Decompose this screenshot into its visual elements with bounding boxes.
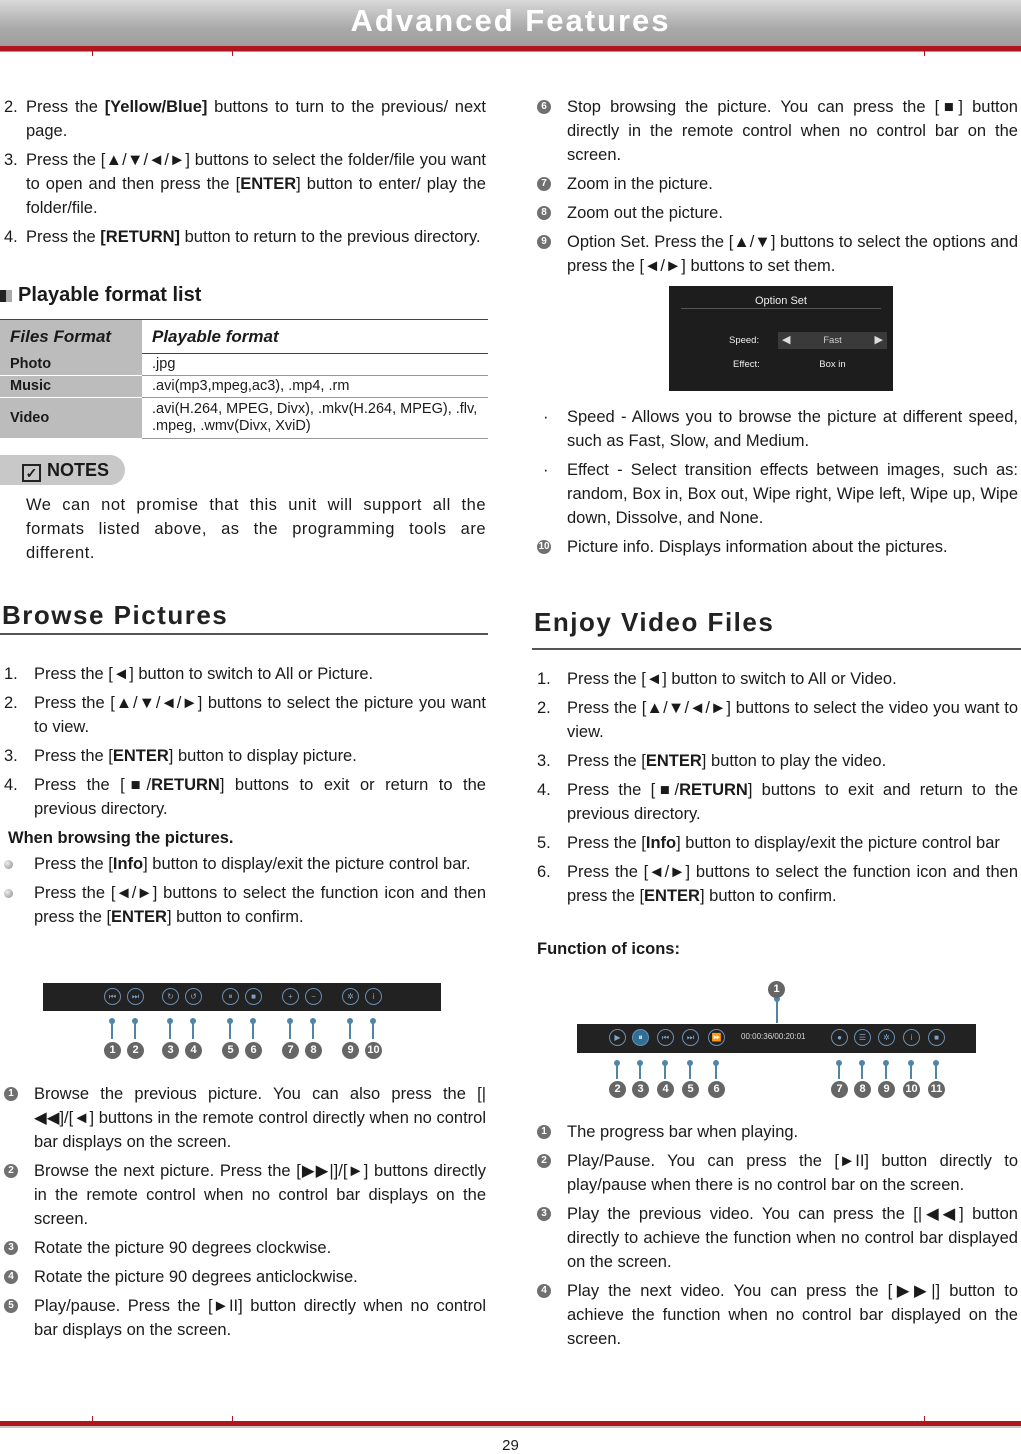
stop-icon[interactable]: ■ xyxy=(928,1029,945,1046)
list-item xyxy=(537,95,1018,167)
left-arrow-icon[interactable]: ◀ xyxy=(782,334,791,346)
bold-text: RETURN xyxy=(151,776,220,794)
divider xyxy=(681,308,881,309)
pause-icon[interactable]: ⏸ xyxy=(632,1029,649,1046)
list-item xyxy=(537,1120,1018,1144)
header-tick xyxy=(232,46,233,56)
table-row xyxy=(0,398,488,439)
callout-number: 7 xyxy=(282,1042,299,1059)
option-icon[interactable]: ✲ xyxy=(342,988,359,1005)
callout-number: 1 xyxy=(768,981,785,998)
item-text: Play the previous video. You can press the [|◀◀] button directly to achieve the function when no control bar displayed on the screen. xyxy=(567,1205,1018,1271)
callout-number: 3 xyxy=(162,1042,179,1059)
number-badge: 2 xyxy=(4,1164,18,1178)
callout-line xyxy=(616,1063,618,1079)
table-cell: .avi(H.264, MPEG, Divx), .mkv(H.264, MPEG), .flv, .mpeg, .wmv(Divx, XviD) xyxy=(142,398,488,439)
bold-text: ENTER xyxy=(112,747,169,765)
function-of-icons-label: Function of icons: xyxy=(537,940,680,958)
callout-line xyxy=(289,1021,291,1039)
next-icon[interactable]: ⏭ xyxy=(127,988,144,1005)
play-icon[interactable]: ▶ xyxy=(609,1029,626,1046)
table-cell: .jpg xyxy=(142,354,488,376)
list-item xyxy=(537,458,1018,530)
callout-line xyxy=(639,1063,641,1079)
text-run: ] button to display picture. xyxy=(168,747,357,765)
notes-text: We can not promise that this unit will support all the formats listed above, as the programming tools are different. xyxy=(26,496,486,562)
browse-bullets xyxy=(4,852,486,934)
callout-number: 2 xyxy=(127,1042,144,1059)
number-badge: 2 xyxy=(537,1154,551,1168)
callout-line xyxy=(776,999,778,1023)
checkbox-icon: ✓ xyxy=(22,464,41,482)
bullet-icon xyxy=(4,860,13,869)
number-badge: 4 xyxy=(537,1284,551,1298)
step-number: 3. xyxy=(4,151,18,169)
format-list-title: Playable format list xyxy=(0,284,201,307)
callout-line xyxy=(861,1063,863,1079)
callout-line xyxy=(252,1021,254,1039)
step-number: 2. xyxy=(4,694,18,712)
callout-number: 2 xyxy=(609,1081,626,1098)
info-icon[interactable]: i xyxy=(365,988,382,1005)
callout-number: 11 xyxy=(928,1081,945,1098)
bold-text: ENTER xyxy=(645,752,702,770)
step-number: 2. xyxy=(4,98,18,116)
list-item xyxy=(4,1159,486,1231)
list-item xyxy=(4,148,486,220)
speed-label: Speed: xyxy=(729,335,760,346)
playlist-icon[interactable]: ☰ xyxy=(854,1029,871,1046)
step-number: 1. xyxy=(537,670,551,688)
callout-line xyxy=(349,1021,351,1039)
bold-text: ENTER xyxy=(240,175,297,193)
footer-tick xyxy=(232,1416,233,1426)
record-icon[interactable]: ● xyxy=(831,1029,848,1046)
step-number: 4. xyxy=(4,228,18,246)
bold-text: ENTER xyxy=(111,908,167,926)
table-row xyxy=(0,354,488,376)
text-run: Press the [■/ xyxy=(567,781,680,799)
item-text: Browse the previous picture. You can also press the [|◀◀]/[◄] buttons in the remote control directly when no control bar displays on the screen. xyxy=(34,1085,486,1151)
bold-text: [RETURN] xyxy=(100,228,181,246)
list-item xyxy=(537,831,1018,855)
text-run: ] buttons to exit and return to the previous directory. xyxy=(567,781,1018,823)
item-text: Rotate the picture 90 degrees clockwise. xyxy=(34,1239,332,1257)
list-item xyxy=(537,1279,1018,1351)
bold-text: [Yellow/Blue] xyxy=(104,98,208,116)
callout-number: 3 xyxy=(632,1081,649,1098)
rotate-ccw-icon[interactable]: ↺ xyxy=(185,988,202,1005)
callout-line xyxy=(134,1021,136,1039)
item-text: Zoom in the picture. xyxy=(567,175,713,193)
step-number: 5. xyxy=(537,834,551,852)
text-run: Press the [■/ xyxy=(34,776,152,794)
bold-text: Info xyxy=(112,855,144,873)
step-number: 4. xyxy=(537,781,551,799)
item-text: Play the next video. You can press the [▶▶|] button to achieve the function when no control bar displayed on the screen. xyxy=(567,1282,1018,1348)
next-icon[interactable]: ⏭ xyxy=(682,1029,699,1046)
bold-text: ENTER xyxy=(644,887,700,905)
text-run: button to return to the previous directory. xyxy=(180,228,481,246)
callout-number: 8 xyxy=(854,1081,871,1098)
number-badge: 1 xyxy=(4,1087,18,1101)
step-number: 3. xyxy=(4,747,18,765)
callout-line xyxy=(910,1063,912,1079)
photo-icon-descriptions xyxy=(4,1082,486,1347)
text-run: Press the [◄] button to switch to All or Picture. xyxy=(34,665,374,683)
callout-line xyxy=(935,1063,937,1079)
option-set-dialog xyxy=(669,286,893,391)
notes-badge: ✓ NOTES xyxy=(0,455,125,485)
table-cell: Music xyxy=(0,376,142,398)
callout-number: 1 xyxy=(104,1042,121,1059)
item-text: Stop browsing the picture. You can press the [■] button directly in the remote control when no control bar on the screen. xyxy=(567,98,1018,164)
number-badge: 10 xyxy=(538,541,550,552)
list-item xyxy=(537,201,1018,225)
step-number: 3. xyxy=(537,752,551,770)
callout-line xyxy=(372,1021,374,1039)
zoom-out-icon[interactable]: − xyxy=(305,988,322,1005)
callout-number: 4 xyxy=(185,1042,202,1059)
section-divider xyxy=(532,648,1021,650)
effect-label: Effect: xyxy=(733,359,760,370)
text-run: Press the [▲/▼/◄/►] buttons to select the folder/file you want to open and then press the [ xyxy=(26,151,486,193)
play-pause-icon[interactable]: ⏸ xyxy=(222,988,239,1005)
speed-selector[interactable] xyxy=(778,332,887,349)
callout-line xyxy=(312,1021,314,1039)
callout-number: 10 xyxy=(903,1081,920,1098)
list-item xyxy=(4,691,486,739)
left-steps-top xyxy=(4,95,486,254)
text-run: ] button to play the video. xyxy=(701,752,887,770)
item-text: Browse the next picture. Press the [▶▶|]/[►] buttons directly in the remote control when no control bar displays on the screen. xyxy=(34,1162,486,1228)
speed-value: Fast xyxy=(823,335,842,346)
callout-number: 5 xyxy=(682,1081,699,1098)
page-title: Advanced Features xyxy=(350,3,671,38)
photo-control-bar xyxy=(43,983,441,1011)
list-item xyxy=(4,1294,486,1342)
item-text: Rotate the picture 90 degrees anticlockwise. xyxy=(34,1268,358,1286)
stop-icon[interactable]: ■ xyxy=(245,988,262,1005)
item-text: Speed - Allows you to browse the picture at different speed, such as Fast, Slow, and Medium. xyxy=(567,408,1018,450)
text-run: ] button to confirm. xyxy=(699,887,837,905)
right-arrow-icon[interactable]: ▶ xyxy=(874,334,883,346)
browse-pictures-title: Browse Pictures xyxy=(2,600,229,630)
when-browsing-label: When browsing the pictures. xyxy=(8,829,234,847)
text-run: Press the [◄/►] buttons to select the function icon and then press the [ xyxy=(567,863,1018,905)
text-run: Press the [ xyxy=(567,834,646,852)
video-icon-descriptions xyxy=(537,1120,1018,1356)
prev-icon[interactable]: ⏮ xyxy=(104,988,121,1005)
header-tick xyxy=(924,46,925,56)
option-bullets xyxy=(537,405,1018,564)
step-number: 1. xyxy=(4,665,18,683)
text-run: ] buttons to exit or return to the previous directory. xyxy=(34,776,486,818)
step-number: 6. xyxy=(537,863,551,881)
video-steps xyxy=(537,667,1018,913)
text-run: ] button to confirm. xyxy=(166,908,304,926)
format-table xyxy=(0,319,488,439)
text-run: Press the xyxy=(26,98,105,116)
text-run: Press the [▲/▼/◄/►] buttons to select the video you want to view. xyxy=(567,699,1018,741)
page-number: 29 xyxy=(502,1437,519,1454)
text-run: Press the [▲/▼/◄/►] buttons to select the picture you want to view. xyxy=(34,694,486,736)
bullet-icon: · xyxy=(543,408,549,426)
fast-forward-icon[interactable]: ⏩ xyxy=(708,1029,725,1046)
list-item xyxy=(537,696,1018,744)
callout-number: 4 xyxy=(657,1081,674,1098)
callout-line xyxy=(229,1021,231,1039)
text-run: Press the [ xyxy=(34,747,113,765)
list-item xyxy=(4,744,486,768)
callout-number: 7 xyxy=(831,1081,848,1098)
list-item xyxy=(4,1236,486,1260)
bullet-icon xyxy=(4,889,13,898)
number-badge: 6 xyxy=(537,100,551,114)
callout-number: 5 xyxy=(222,1042,239,1059)
callout-line xyxy=(192,1021,194,1039)
text-run: Press the [◄] button to switch to All or Video. xyxy=(567,670,897,688)
list-item xyxy=(537,667,1018,691)
item-text: Play/Pause. You can press the [►II] button directly to play/pause when there is no control bar on the screen. xyxy=(567,1152,1018,1194)
callout-number: 10 xyxy=(365,1042,382,1059)
option-set-title: Option Set xyxy=(755,295,807,307)
prev-icon[interactable]: ⏮ xyxy=(657,1029,674,1046)
list-item xyxy=(4,662,486,686)
right-icon-descriptions xyxy=(537,95,1018,283)
browse-steps xyxy=(4,662,486,826)
item-text: Play/pause. Press the [►II] button directly when no control bar displays on the screen. xyxy=(34,1297,486,1339)
effect-value[interactable]: Box in xyxy=(819,359,846,370)
footer-tick xyxy=(924,1416,925,1426)
footer-gray-line xyxy=(0,1426,1021,1428)
grid-icon xyxy=(0,290,12,302)
bold-text: RETURN xyxy=(679,781,748,799)
callout-line xyxy=(715,1063,717,1079)
settings-icon[interactable]: ✲ xyxy=(878,1029,895,1046)
callout-number: 6 xyxy=(245,1042,262,1059)
callout-line xyxy=(169,1021,171,1039)
list-item xyxy=(537,749,1018,773)
list-item xyxy=(4,1265,486,1289)
callout-number: 9 xyxy=(878,1081,895,1098)
info-icon[interactable]: i xyxy=(903,1029,920,1046)
item-text: The progress bar when playing. xyxy=(567,1123,799,1141)
step-number: 4. xyxy=(4,776,18,794)
item-text: Zoom out the picture. xyxy=(567,204,723,222)
section-divider xyxy=(0,633,488,635)
text-run: buttons to turn to the previous/ next page. xyxy=(26,98,486,140)
text-run: ] button to display/exit the picture control bar. xyxy=(143,855,471,873)
zoom-in-icon[interactable]: + xyxy=(282,988,299,1005)
header-red-line xyxy=(0,46,1021,51)
text-run: ] button to display/exit the picture control bar xyxy=(676,834,1000,852)
table-cell: Video xyxy=(0,398,142,439)
item-text: Effect - Select transition effects between images, such as: random, Box in, Box out, Wipe right, Wipe left, Wipe up, Wipe down, Dissolve, and None. xyxy=(567,461,1018,527)
bullet-icon: · xyxy=(543,461,549,479)
text-run: Press the [ xyxy=(567,752,646,770)
list-item xyxy=(537,778,1018,826)
table-cell: Photo xyxy=(0,354,142,376)
table-row xyxy=(0,376,488,398)
video-control-bar xyxy=(577,1024,976,1053)
text-run: Press the xyxy=(26,228,101,246)
callout-line xyxy=(111,1021,113,1039)
number-badge: 3 xyxy=(537,1207,551,1221)
list-item xyxy=(537,230,1018,278)
number-badge: 3 xyxy=(4,1241,18,1255)
list-item xyxy=(4,225,486,249)
list-item xyxy=(537,535,1018,559)
enjoy-video-title: Enjoy Video Files xyxy=(534,607,775,637)
video-time: 00:00:36/00:20:01 xyxy=(741,1032,806,1041)
item-text: Option Set. Press the [▲/▼] buttons to select the options and press the [◄/►] buttons to set them. xyxy=(567,233,1018,275)
list-item xyxy=(537,405,1018,453)
bold-text: Info xyxy=(645,834,677,852)
number-badge: 5 xyxy=(4,1299,18,1313)
list-item xyxy=(537,1149,1018,1197)
callout-line xyxy=(689,1063,691,1079)
list-item xyxy=(4,881,486,929)
format-table-header: Playable format xyxy=(142,320,488,354)
item-text: Picture info. Displays information about the pictures. xyxy=(567,538,948,556)
callout-line xyxy=(664,1063,666,1079)
list-item xyxy=(4,95,486,143)
text-run: ] button to enter/ play the folder/file. xyxy=(26,175,486,217)
callout-number: 9 xyxy=(342,1042,359,1059)
rotate-cw-icon[interactable]: ↻ xyxy=(162,988,179,1005)
format-table-header: Files Format xyxy=(0,320,142,354)
number-badge: 7 xyxy=(537,177,551,191)
callout-number: 8 xyxy=(305,1042,322,1059)
number-badge: 8 xyxy=(537,206,551,220)
step-number: 2. xyxy=(537,699,551,717)
number-badge: 1 xyxy=(537,1125,551,1139)
text-run: Press the [ xyxy=(34,855,113,873)
list-item xyxy=(4,773,486,821)
callout-number: 6 xyxy=(708,1081,725,1098)
list-item xyxy=(537,172,1018,196)
table-cell: .avi(mp3,mpeg,ac3), .mp4, .rm xyxy=(142,376,488,398)
text-run: Press the [◄/►] buttons to select the function icon and then press the [ xyxy=(34,884,486,926)
list-item xyxy=(4,852,486,876)
list-item xyxy=(4,1082,486,1154)
number-badge: 9 xyxy=(537,235,551,249)
header-tick xyxy=(92,46,93,56)
callout-line xyxy=(838,1063,840,1079)
footer-tick xyxy=(92,1416,93,1426)
list-item xyxy=(537,1202,1018,1274)
number-badge: 4 xyxy=(4,1270,18,1284)
list-item xyxy=(537,860,1018,908)
callout-line xyxy=(885,1063,887,1079)
